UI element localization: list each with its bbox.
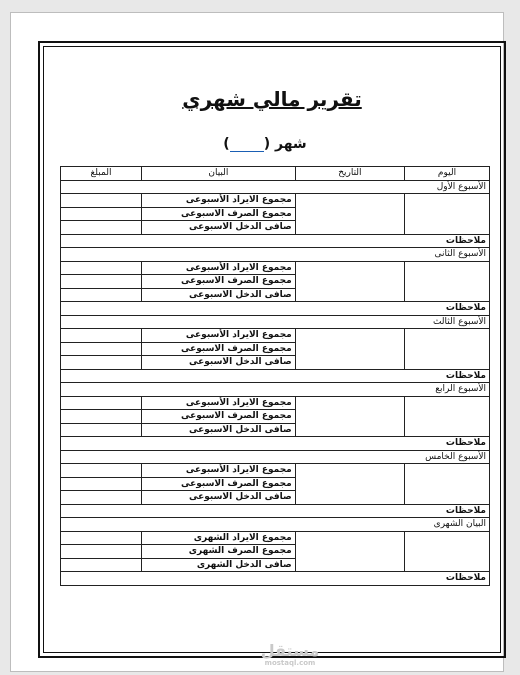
amount-cell[interactable] xyxy=(61,207,142,221)
amount-cell[interactable] xyxy=(61,329,142,343)
amount-cell[interactable] xyxy=(61,558,142,572)
statement-cell: مجموع الصرف الاسبوعى xyxy=(141,207,295,221)
notes-row xyxy=(61,572,490,586)
watermark-logo xyxy=(255,643,325,667)
week-heading: الأسبوع الثانى xyxy=(61,248,490,262)
table-row xyxy=(61,531,490,545)
table-row xyxy=(61,464,490,478)
month-paren-close: ) xyxy=(223,136,230,152)
amount-cell[interactable] xyxy=(61,342,142,356)
notes-label[interactable]: ملاحظات xyxy=(61,437,490,451)
amount-cell[interactable] xyxy=(61,545,142,559)
amount-cell[interactable] xyxy=(61,531,142,545)
date-cell[interactable] xyxy=(295,396,404,437)
notes-label[interactable]: ملاحظات xyxy=(61,302,490,316)
statement-cell: مجموع الايراد الأسبوعى xyxy=(141,329,295,343)
statement-cell: صافى الدخل الاسبوعى xyxy=(141,288,295,302)
col-day-header: اليوم xyxy=(405,167,490,181)
notes-row xyxy=(61,504,490,518)
amount-cell[interactable] xyxy=(61,491,142,505)
header-row xyxy=(61,167,490,181)
day-cell[interactable] xyxy=(405,261,490,302)
day-cell[interactable] xyxy=(405,531,490,572)
amount-cell[interactable] xyxy=(61,288,142,302)
statement-cell: مجموع الصرف الاسبوعى xyxy=(141,275,295,289)
notes-row xyxy=(61,437,490,451)
date-cell[interactable] xyxy=(295,329,404,370)
week-heading-row xyxy=(61,383,490,397)
amount-cell[interactable] xyxy=(61,261,142,275)
statement-cell: مجموع الايراد الأسبوعى xyxy=(141,261,295,275)
document-page xyxy=(10,12,504,672)
month-label: شهر xyxy=(274,136,307,152)
statement-cell: مجموع الايراد الأسبوعى xyxy=(141,194,295,208)
week-heading: الأسبوع الخامس xyxy=(61,450,490,464)
statement-cell: صافى الدخل الاسبوعى xyxy=(141,491,295,505)
week-heading-row xyxy=(61,248,490,262)
amount-cell[interactable] xyxy=(61,464,142,478)
date-cell[interactable] xyxy=(295,531,404,572)
day-cell[interactable] xyxy=(405,464,490,505)
table-row xyxy=(61,396,490,410)
statement-cell: مجموع الايراد الأسبوعى xyxy=(141,464,295,478)
table-row xyxy=(61,329,490,343)
table-row xyxy=(61,261,490,275)
notes-label[interactable]: ملاحظات xyxy=(61,572,490,586)
week-heading: الأسبوع الثالث xyxy=(61,315,490,329)
statement-cell: مجموع الصرف الاسبوعى xyxy=(141,342,295,356)
statement-cell: صافى الدخل الاسبوعى xyxy=(141,221,295,235)
amount-cell[interactable] xyxy=(61,423,142,437)
week-heading-row xyxy=(61,315,490,329)
day-cell[interactable] xyxy=(405,194,490,235)
notes-label[interactable]: ملاحظات xyxy=(61,369,490,383)
amount-cell[interactable] xyxy=(61,410,142,424)
date-cell[interactable] xyxy=(295,194,404,235)
col-amount-header: المبلغ xyxy=(61,167,142,181)
month-line xyxy=(190,136,340,152)
notes-row xyxy=(61,369,490,383)
statement-cell: مجموع الصرف الاسبوعى xyxy=(141,410,295,424)
table-row xyxy=(61,194,490,208)
week-heading: الأسبوع الرابع xyxy=(61,383,490,397)
col-date-header: التاريخ xyxy=(295,167,404,181)
notes-row xyxy=(61,302,490,316)
month-blank xyxy=(230,143,264,152)
date-cell[interactable] xyxy=(295,464,404,505)
report-title: تقرير مالي شهري xyxy=(182,87,362,111)
month-paren-open: ( xyxy=(263,136,271,152)
watermark-latin: mostaql.com xyxy=(264,659,316,667)
amount-cell[interactable] xyxy=(61,396,142,410)
week-heading-row xyxy=(61,450,490,464)
watermark-arabic: مستقل xyxy=(260,641,320,660)
statement-cell: مجموع الصرف الاسبوعى xyxy=(141,477,295,491)
week-heading: البيان الشهرى xyxy=(61,518,490,532)
statement-cell: صافى الدخل الشهرى xyxy=(141,558,295,572)
amount-cell[interactable] xyxy=(61,477,142,491)
day-cell[interactable] xyxy=(405,329,490,370)
week-heading-row xyxy=(61,518,490,532)
col-statement-header: البيان xyxy=(141,167,295,181)
notes-label[interactable]: ملاحظات xyxy=(61,234,490,248)
statement-cell: صافى الدخل الاسبوعى xyxy=(141,356,295,370)
statement-cell: مجموع الصرف الشهرى xyxy=(141,545,295,559)
notes-row xyxy=(61,234,490,248)
statement-cell: مجموع الايراد الأسبوعى xyxy=(141,396,295,410)
date-cell[interactable] xyxy=(295,261,404,302)
page-border xyxy=(38,41,506,667)
amount-cell[interactable] xyxy=(61,356,142,370)
amount-cell[interactable] xyxy=(61,275,142,289)
report-body xyxy=(61,180,490,585)
week-heading: الأسبوع الأول xyxy=(61,180,490,194)
week-heading-row xyxy=(61,180,490,194)
day-cell[interactable] xyxy=(405,396,490,437)
amount-cell[interactable] xyxy=(61,221,142,235)
amount-cell[interactable] xyxy=(61,194,142,208)
report-table xyxy=(60,166,490,586)
statement-cell: مجموع الايراد الشهرى xyxy=(141,531,295,545)
notes-label[interactable]: ملاحظات xyxy=(61,504,490,518)
statement-cell: صافى الدخل الاسبوعى xyxy=(141,423,295,437)
